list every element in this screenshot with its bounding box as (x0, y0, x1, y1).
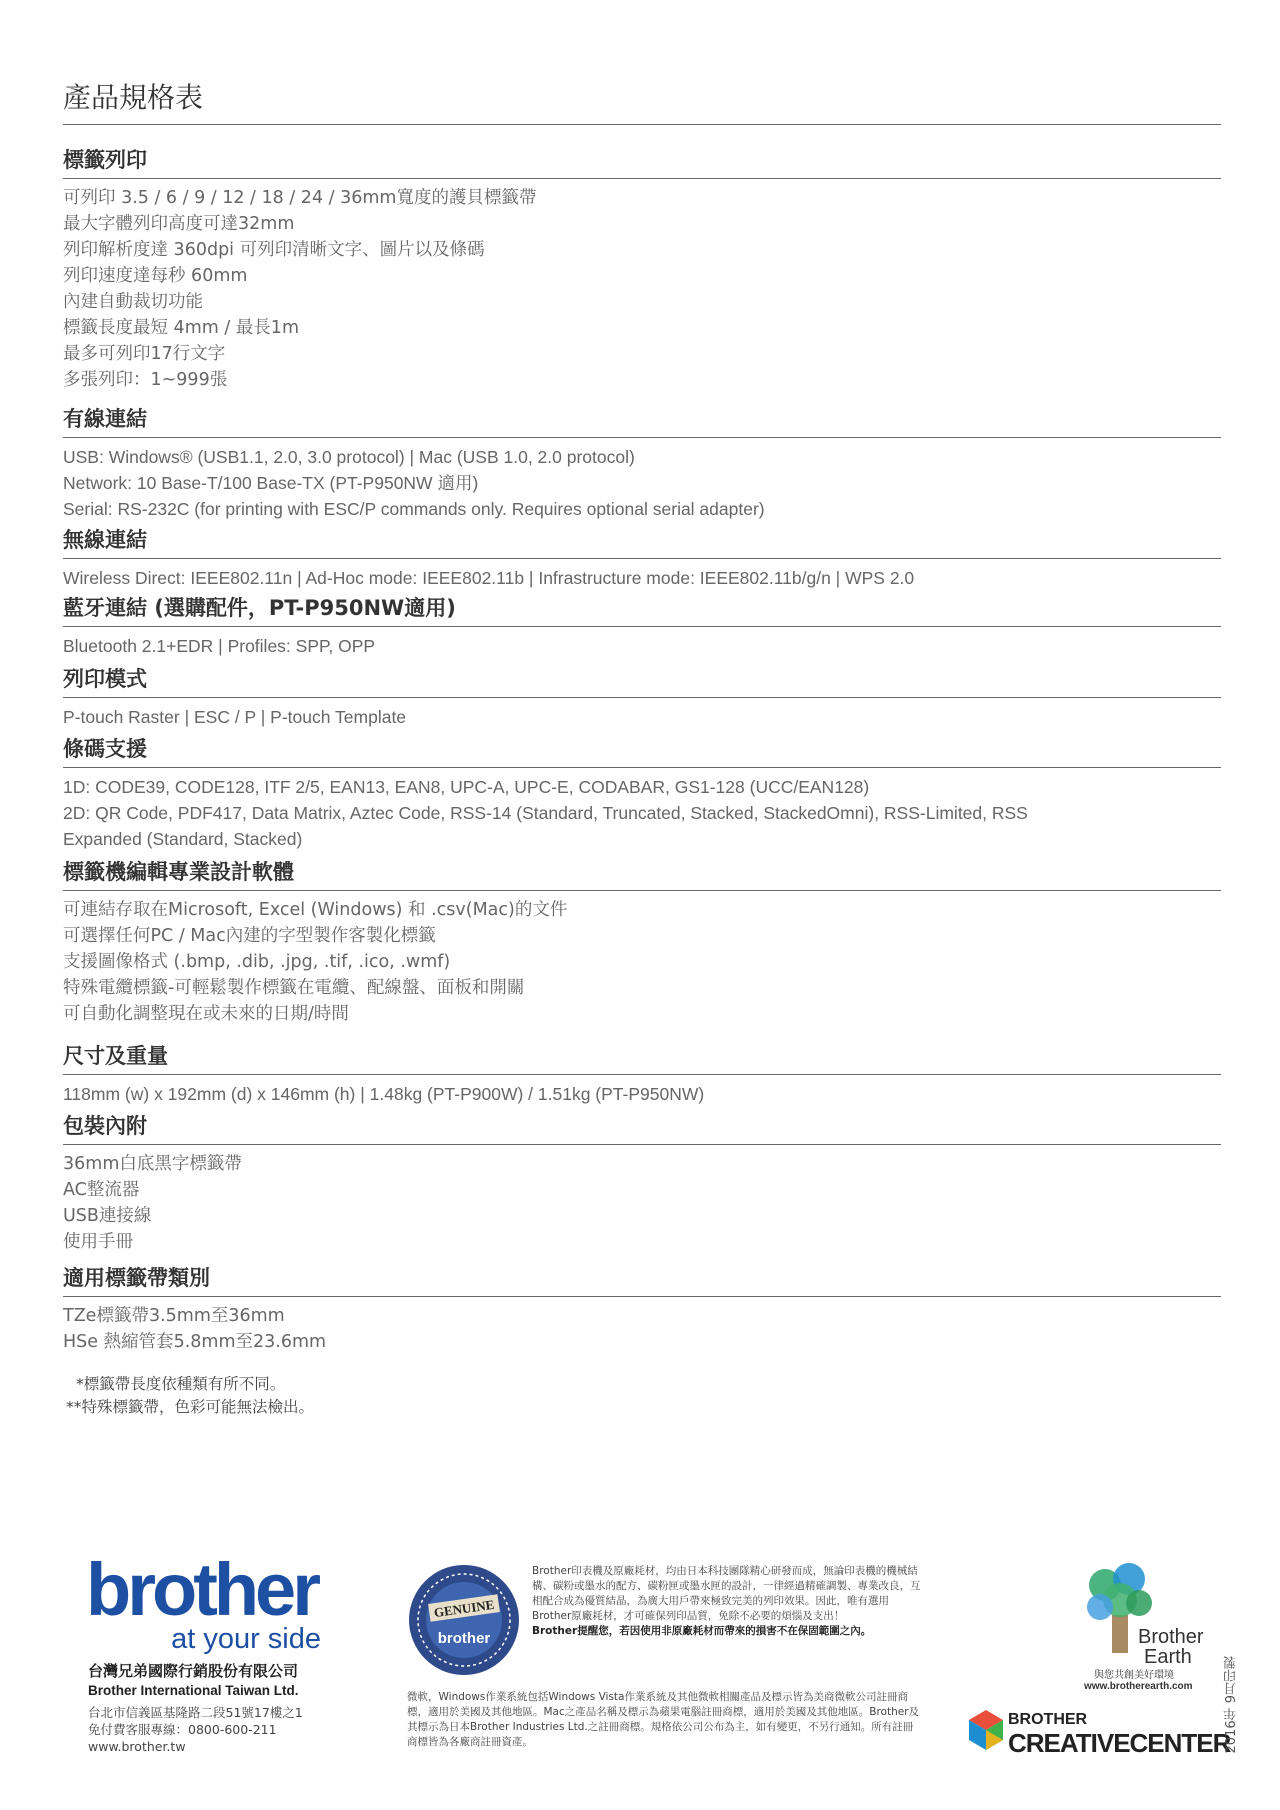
section-heading: 條碼支援 (63, 733, 1221, 768)
section-heading: 有線連結 (63, 403, 1221, 438)
spec-line: USB: Windows® (USB1.1, 2.0, 3.0 protocol) | Mac (USB 1.0, 2.0 protocol) (63, 447, 635, 467)
genuine-disclaimer (532, 1564, 922, 1639)
spec-line: Wireless Direct: IEEE802.11n | Ad-Hoc mode: IEEE802.11b | Infrastructure mode: IEEE802.11b/g/n | WPS 2.0 (63, 568, 915, 588)
earth-url[interactable]: www.brotherearth.com (1084, 1681, 1193, 1692)
spec-line: 標籤長度最短 4mm / 最長1m (63, 318, 299, 338)
disclaimer-bold: Brother提醒您，若因使用非原廠耗材而帶來的損害不在保固範圍之內。 (532, 1625, 872, 1637)
earth-slogan: 與您共創美好環境 (1094, 1670, 1174, 1681)
spec-line: 118mm (w) x 192mm (d) x 146mm (h) | 1.48kg (PT-P900W) / 1.51kg (PT-P950NW) (63, 1084, 705, 1104)
footnote: **特殊標籤帶，色彩可能無法檢出。 (66, 1398, 315, 1416)
print-date: 2016年 9月印製 (1224, 1656, 1239, 1754)
spec-line: 支援圖像格式 (.bmp, .dib, .jpg, .tif, .ico, .wmf) (63, 952, 451, 972)
footnote: *標籤帶長度依種類有所不同。 (76, 1375, 286, 1393)
section-wireless-connection (63, 524, 1221, 591)
company-address: 台北市信義區基隆路二段51號17樓之1 (88, 1705, 303, 1720)
spec-line: 2D: QR Code, PDF417, Data Matrix, Aztec Code, RSS-14 (Standard, Truncated, Stacked, StackedOmni), RSS-Limited, RSS (63, 803, 1028, 823)
spec-line: Serial: RS-232C (for printing with ESC/P commands only. Requires optional serial adapter) (63, 499, 765, 519)
section-heading: 適用標籤帶類別 (63, 1262, 1221, 1297)
disclaimer-text: Brother印表機及原廠耗材，均由日本科技團隊精心研發而成，無論印表機的機械結構、碳粉或墨水的配方、碳粉匣或墨水匣的設計，一律經過精確調製、專業改良，互相配合成為優質結晶，為廣大用戶帶來極致完美的列印效果。因此，唯有選用Brother原廠耗材，才可確保列印品質，免除不必要的煩惱及支出！ (532, 1565, 921, 1622)
company-name-en: Brother International Taiwan Ltd. (88, 1683, 299, 1698)
section-label-printing (63, 144, 1221, 393)
section-package-contents (63, 1110, 1221, 1255)
section-wired-connection (63, 403, 1221, 522)
spec-line: 可列印 3.5 / 6 / 9 / 12 / 18 / 24 / 36mm寬度的護貝標籤帶 (63, 188, 537, 208)
spec-line: 特殊電纜標籤-可輕鬆製作標籤在電纜、配線盤、面板和開關 (63, 978, 525, 998)
footnotes (66, 1373, 314, 1419)
creative-center-cube-icon (967, 1708, 1005, 1756)
spec-line: Network: 10 Base-T/100 Base-TX (PT-P950NW 適用) (63, 473, 479, 493)
spec-line: TZe標籤帶3.5mm至36mm (63, 1306, 285, 1326)
spec-line: 36mm白底黑字標籤帶 (63, 1154, 242, 1174)
section-heading: 標籤列印 (63, 144, 1221, 179)
section-heading: 包裝內附 (63, 1110, 1221, 1145)
spec-line: 最多可列印17行文字 (63, 344, 226, 364)
spec-line: 可自動化調整現在或未來的日期/時間 (63, 1004, 349, 1024)
creative-center-name: CREATIVECENTER (1008, 1728, 1231, 1758)
section-print-mode (63, 663, 1221, 730)
spec-line: 列印速度達每秒 60mm (63, 266, 248, 286)
service-hotline: 免付費客服專線：0800-600-211 (88, 1722, 277, 1737)
brother-tagline: at your side (171, 1623, 321, 1655)
spec-line: AC整流器 (63, 1180, 140, 1200)
company-info (88, 1660, 303, 1755)
brother-logo (86, 1548, 331, 1656)
company-website[interactable]: www.brother.tw (88, 1739, 186, 1754)
spec-line: 使用手冊 (63, 1232, 133, 1252)
section-heading: 標籤機編輯專業設計軟體 (63, 856, 1221, 891)
section-barcode-support (63, 733, 1221, 852)
section-size-weight (63, 1040, 1221, 1107)
brother-logo-wordmark: brother (86, 1548, 317, 1631)
creative-center-brand: BROTHER (1008, 1711, 1088, 1728)
page-title: 產品規格表 (63, 76, 1221, 125)
spec-line: Bluetooth 2.1+EDR | Profiles: SPP, OPP (63, 636, 376, 656)
section-bluetooth-connection (63, 592, 1221, 659)
spec-line: USB連接線 (63, 1206, 152, 1226)
spec-line: 可選擇任何PC / Mac內建的字型製作客製化標籤 (63, 926, 436, 946)
spec-line: 列印解析度達 360dpi 可列印清晰文字、圖片以及條碼 (63, 240, 485, 260)
section-heading: 藍牙連結 (選購配件，PT-P950NW適用) (63, 592, 1221, 627)
seal-text: GENUINE (432, 1596, 496, 1621)
trademark-notice: 微軟，Windows作業系統包括Windows Vista作業系統及其他微軟相關產品及標示皆為美商微軟公司註冊商標，適用於美國及其他地區。Mac之產品名稱及標示為蘋果電腦註冊商標，適用於美國及其他地區。Brother及其標示為日本Brother Industries Ltd.之註冊商標。規格依公司公布為主，如有變更，不另行通知。所有註冊商標皆為各廠商註冊資產。 (407, 1691, 920, 1748)
brother-earth-name: Brother Earth (1138, 1626, 1204, 1668)
spec-line: 最大字體列印高度可達32mm (63, 214, 295, 234)
spec-line: 1D: CODE39, CODE128, ITF 2/5, EAN13, EAN8, UPC-A, UPC-E, CODABAR, GS1-128 (UCC/EAN128) (63, 777, 870, 797)
spec-line: 可連結存取在Microsoft, Excel (Windows) 和 .csv(Mac)的文件 (63, 900, 568, 920)
section-heading: 無線連結 (63, 524, 1221, 559)
spec-line: 內建自動裁切功能 (63, 292, 203, 312)
section-heading: 列印模式 (63, 663, 1221, 698)
spec-line: Expanded (Standard, Stacked) (63, 829, 303, 849)
spec-line: HSe 熱縮管套5.8mm至23.6mm (63, 1332, 327, 1352)
seal-brand: brother (437, 1630, 491, 1647)
section-heading: 尺寸及重量 (63, 1040, 1221, 1075)
section-tape-types (63, 1262, 1221, 1355)
spec-line: 多張列印：1~999張 (63, 370, 228, 390)
company-name-cn: 台灣兄弟國際行銷股份有限公司 (88, 1662, 299, 1680)
section-editing-software (63, 856, 1221, 1027)
spec-line: P-touch Raster | ESC / P | P-touch Template (63, 707, 407, 727)
genuine-seal-icon (407, 1563, 521, 1681)
